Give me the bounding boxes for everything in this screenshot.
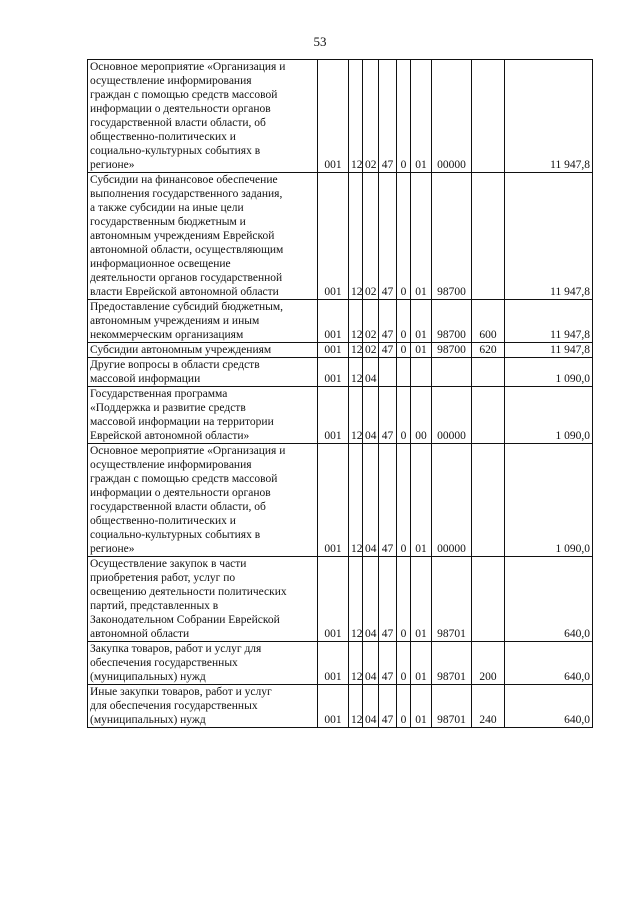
cell-amount: 11 947,8 [505,300,593,343]
cell-program-code: 47 [379,642,397,685]
item-name-line: информации о деятельности органов [90,487,271,499]
cell-program-code: 47 [379,387,397,444]
cell-subsection-code: 02 [363,173,379,300]
cell-direction-code: 98701 [432,557,472,642]
cell-program-code: 47 [379,173,397,300]
cell-item-name [88,387,318,444]
cell-direction-code: 98700 [432,300,472,343]
item-name-line: выполнения государственного задания, [90,188,283,200]
cell-subsection-code: 02 [363,343,379,358]
cell-subprogram-code [397,358,411,387]
cell-amount: 11 947,8 [505,60,593,173]
cell-section-code: 12 [349,343,363,358]
item-name-line: освещению деятельности политических [90,586,287,598]
item-name-line: осуществление информирования [90,75,252,87]
table-row [88,444,593,557]
item-name-line: государственным бюджетным и [90,216,246,228]
cell-program-code: 47 [379,444,397,557]
cell-ministry-code: 001 [318,387,349,444]
item-name-line: Осуществление закупок в части [90,558,247,570]
cell-ministry-code: 001 [318,642,349,685]
cell-subsection-code: 04 [363,358,379,387]
item-name-line: партий, представленных в [90,600,219,612]
item-name-line: граждан с помощью средств массовой [90,89,278,101]
cell-subprogram-code: 0 [397,685,411,728]
item-name-line: государственной власти области, об [90,501,266,513]
cell-item-name [88,343,318,358]
cell-subsection-code: 04 [363,685,379,728]
cell-expense-type-code [472,557,505,642]
cell-item-name [88,60,318,173]
cell-subsection-code: 04 [363,387,379,444]
cell-activity-code [411,358,432,387]
cell-section-code: 12 [349,173,363,300]
cell-item-name [88,173,318,300]
cell-direction-code: 98700 [432,173,472,300]
table-row [88,343,593,358]
cell-section-code: 12 [349,642,363,685]
table-row [88,557,593,642]
item-name-line: (муниципальных) нужд [90,714,206,726]
item-name-line: деятельности органов государственной [90,272,283,284]
item-name-line: автономным учреждениям Еврейской [90,230,275,242]
cell-section-code: 12 [349,387,363,444]
cell-item-name [88,444,318,557]
cell-subsection-code: 02 [363,300,379,343]
cell-amount: 640,0 [505,642,593,685]
cell-expense-type-code [472,387,505,444]
budget-table-body [88,60,593,728]
item-name-line: Субсидии автономным учреждениям [90,344,272,356]
cell-amount: 11 947,8 [505,343,593,358]
item-name-line: «Поддержка и развитие средств [90,402,246,414]
item-name-line: некоммерческим организациям [90,329,244,341]
item-name-line: информации о деятельности органов [90,103,271,115]
item-name-line: Законодательном Собрании Еврейской [90,614,280,626]
cell-expense-type-code: 240 [472,685,505,728]
item-name-line: информационное освещение [90,258,231,270]
cell-activity-code: 01 [411,60,432,173]
cell-ministry-code: 001 [318,444,349,557]
cell-subprogram-code: 0 [397,642,411,685]
cell-program-code: 47 [379,557,397,642]
table-row [88,173,593,300]
item-name-line: Основное мероприятие «Организация и [90,61,286,73]
cell-activity-code: 01 [411,300,432,343]
cell-direction-code: 00000 [432,387,472,444]
item-name-line: регионе» [90,543,135,555]
cell-amount: 1 090,0 [505,444,593,557]
cell-program-code [379,358,397,387]
cell-subprogram-code: 0 [397,387,411,444]
cell-activity-code: 01 [411,642,432,685]
cell-expense-type-code: 200 [472,642,505,685]
page-number: 53 [313,34,327,49]
cell-program-code: 47 [379,685,397,728]
item-name-line: массовой информации [90,373,201,385]
cell-subprogram-code: 0 [397,557,411,642]
budget-table [87,59,593,728]
cell-subprogram-code: 0 [397,173,411,300]
cell-item-name [88,358,318,387]
cell-activity-code: 00 [411,387,432,444]
item-name-line: осуществление информирования [90,459,252,471]
item-name-line: автономной области, осуществляющим [90,244,284,256]
cell-activity-code: 01 [411,173,432,300]
cell-item-name [88,642,318,685]
item-name-line: власти Еврейской автономной области [90,286,279,298]
cell-direction-code: 00000 [432,444,472,557]
cell-activity-code: 01 [411,343,432,358]
table-row [88,387,593,444]
cell-program-code: 47 [379,300,397,343]
item-name-line: автономным учреждениям и иным [90,315,260,327]
cell-section-code: 12 [349,60,363,173]
cell-section-code: 12 [349,444,363,557]
cell-amount: 640,0 [505,685,593,728]
cell-subsection-code: 02 [363,60,379,173]
cell-ministry-code: 001 [318,300,349,343]
table-row [88,642,593,685]
cell-section-code: 12 [349,358,363,387]
cell-subprogram-code: 0 [397,300,411,343]
cell-expense-type-code [472,60,505,173]
item-name-line: общественно-политических и [90,131,236,143]
item-name-line: государственной власти области, об [90,117,266,129]
item-name-line: обеспечения государственных [90,657,238,669]
cell-section-code: 12 [349,300,363,343]
cell-amount: 11 947,8 [505,173,593,300]
cell-amount: 1 090,0 [505,387,593,444]
cell-subprogram-code: 0 [397,343,411,358]
cell-direction-code: 98700 [432,343,472,358]
table-row [88,358,593,387]
cell-expense-type-code: 620 [472,343,505,358]
cell-item-name [88,685,318,728]
cell-direction-code: 00000 [432,60,472,173]
item-name-line: Основное мероприятие «Организация и [90,445,286,457]
item-name-line: Государственная программа [90,388,228,400]
item-name-line: массовой информации на территории [90,416,274,428]
item-name-line: приобретения работ, услуг по [90,572,236,584]
cell-subprogram-code: 0 [397,444,411,557]
cell-section-code: 12 [349,557,363,642]
item-name-line: граждан с помощью средств массовой [90,473,278,485]
item-name-line: общественно-политических и [90,515,236,527]
cell-ministry-code: 001 [318,343,349,358]
cell-expense-type-code [472,444,505,557]
item-name-line: Иные закупки товаров, работ и услуг [90,686,272,698]
cell-item-name [88,300,318,343]
cell-program-code: 47 [379,60,397,173]
item-name-line: регионе» [90,159,135,171]
table-row [88,60,593,173]
cell-amount: 1 090,0 [505,358,593,387]
table-row [88,685,593,728]
cell-direction-code: 98701 [432,642,472,685]
item-name-line: автономной области [90,628,190,640]
cell-ministry-code: 001 [318,557,349,642]
item-name-line: Другие вопросы в области средств [90,359,260,371]
cell-ministry-code: 001 [318,173,349,300]
cell-ministry-code: 001 [318,358,349,387]
cell-section-code: 12 [349,685,363,728]
cell-subsection-code: 04 [363,642,379,685]
cell-ministry-code: 001 [318,685,349,728]
cell-subsection-code: 04 [363,444,379,557]
table-row [88,300,593,343]
cell-subsection-code: 04 [363,557,379,642]
item-name-line: для обеспечения государственных [90,700,258,712]
cell-subprogram-code: 0 [397,60,411,173]
cell-program-code: 47 [379,343,397,358]
cell-activity-code: 01 [411,557,432,642]
cell-ministry-code: 001 [318,60,349,173]
item-name-line: Субсидии на финансовое обеспечение [90,174,278,186]
item-name-line: социально-культурных событиях в [90,145,261,157]
cell-item-name [88,557,318,642]
item-name-line: Еврейской автономной области» [90,430,250,442]
cell-amount: 640,0 [505,557,593,642]
cell-expense-type-code [472,358,505,387]
item-name-line: (муниципальных) нужд [90,671,206,683]
item-name-line: Закупка товаров, работ и услуг для [90,643,262,655]
cell-expense-type-code: 600 [472,300,505,343]
item-name-line: социально-культурных событиях в [90,529,261,541]
cell-activity-code: 01 [411,444,432,557]
cell-activity-code: 01 [411,685,432,728]
cell-direction-code [432,358,472,387]
cell-expense-type-code [472,173,505,300]
cell-direction-code: 98701 [432,685,472,728]
item-name-line: а также субсидии на иные цели [90,202,244,214]
item-name-line: Предоставление субсидий бюджетным, [90,301,284,313]
